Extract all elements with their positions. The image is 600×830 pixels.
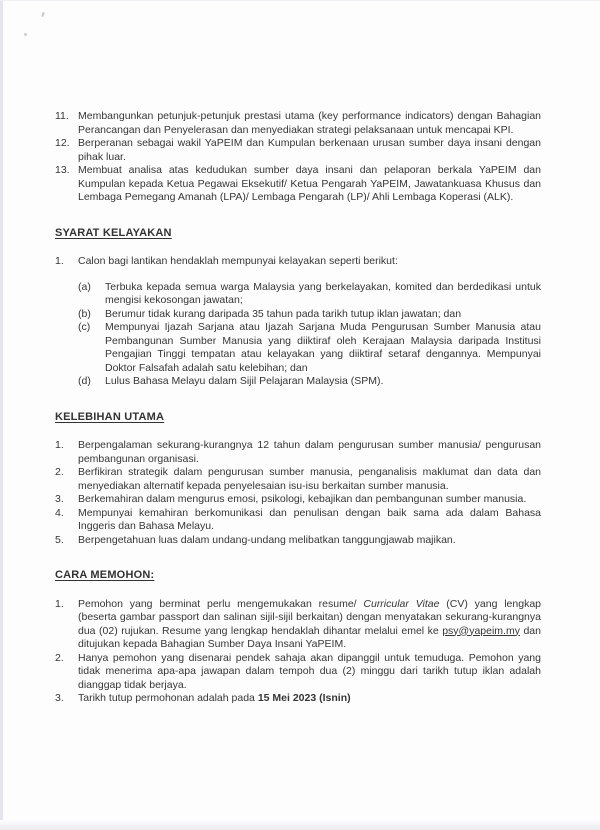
italic-text: Curricular Vitae [363,597,440,610]
paragraph [105,308,541,322]
list-item [55,466,541,493]
section-heading: SYARAT KELAYAKAN [55,226,172,239]
sub-list-item [78,375,541,389]
text-run: (CV) yang lengkap (beserta gambar passport dan salinan sijil-sijil berkaitan) dengan menyatakan sekurang-kurangnya dua (02) rujukan. Resume yang lengkap hendaklah dihantar melalui emel ke [78,597,541,637]
item-marker: 1. [55,255,64,267]
item-text [105,375,541,389]
item-marker: 2. [55,466,64,478]
eligibility-list [55,255,541,389]
paragraph [78,598,541,652]
item-marker: 4. [55,506,64,519]
item-marker: (c) [78,321,91,333]
paragraph [78,692,541,706]
paragraph [78,255,541,269]
item-text [78,534,541,548]
section-heading: KELEBIHAN UTAMA [55,410,165,423]
item-marker: (a) [78,280,91,293]
text-run: Membangunkan petunjuk-petunjuk prestasi utama (key performance indicators) dengan Bahagian Perancangan dan Penyelerasan dan menyediakan strategi pelaksanaan untuk mencapai KPI. [78,110,541,136]
sub-list-item [78,308,541,322]
item-marker: 11. [55,110,69,122]
item-text [78,466,541,493]
list-item [55,507,541,534]
item-marker: (d) [78,375,91,387]
item-text [105,281,541,308]
paragraph [78,507,541,534]
section-kelebihan-utama [55,411,541,548]
text-run: Membuat analisa atas kedudukan sumber daya insani dan pelaporan berkala YaPEIM dan Kumpulan kepada Ketua Pegawai Eksekutif/ Ketua Pengarah YaPEIM, Jawatankuasa Khusus dan Lembaga Pemegang Amanah (LPA)/ Lembaga Pengarah (LP)/ Ahli Lembaga Koperasi (ALK). [78,164,541,203]
item-marker: (b) [78,307,91,320]
item-text [78,255,541,389]
sub-list-item [78,321,541,375]
paragraph [78,439,541,466]
scan-artifact-dot [24,33,27,36]
list-item [55,110,541,137]
application-steps-list [55,598,541,706]
text-run: Berfikiran strategik dalam pengurusan sumber manusia, penganalisis maklumat dan data dan menyediakan alternatif kepada penyelesaian isu-isu berkaitan sumber manusia. [78,466,541,492]
item-text [78,439,541,466]
text-run: Lulus Bahasa Melayu dalam Sijil Pelajaran Malaysia (SPM). [105,375,384,387]
email-address: psy@yapeim.my [442,624,520,637]
text-run: Berperanan sebagai wakil YaPEIM dan Kumpulan berkenaan urusan sumber daya insani dengan pihak luar. [78,137,541,163]
list-item [55,692,541,706]
item-text [78,137,541,164]
sub-list-item [78,281,541,308]
paragraph [78,110,541,137]
list-item [55,439,541,466]
item-text [78,493,541,507]
section-syarat-kelayakan [55,227,541,389]
paragraph [105,375,541,389]
list-item [55,534,541,548]
item-marker: 1. [55,439,64,451]
paragraph [78,137,541,164]
item-marker: 5. [55,533,64,546]
text-run: Berumur tidak kurang daripada 35 tahun pada tarikh tutup iklan jawatan; dan [105,307,462,320]
paragraph [78,466,541,493]
item-marker: 12. [55,137,70,149]
responsibilities-list [55,110,541,205]
item-text [78,652,541,693]
section-cara-memohon [55,569,541,706]
item-marker: 3. [55,493,64,505]
list-item [55,137,541,164]
scan-artifact-mark [41,12,44,17]
text-run: Mempunyai kemahiran berkomunikasi dan penulisan dengan baik sama ada dalam Bahasa Inggeris dan Bahasa Melayu. [78,506,541,532]
text-run: Calon bagi lantikan hendaklah mempunyai kelayakan seperti berikut: [78,255,398,267]
section-heading: CARA MEMOHON: [55,569,155,581]
item-text [78,507,541,534]
item-text [78,598,541,652]
item-text [105,321,541,375]
item-text [78,164,541,205]
text-run: Berpengalaman sekurang-kurangnya 12 tahun dalam pengurusan sumber manusia/ pengurusan pembangunan organisasi. [78,439,541,465]
item-marker: 1. [55,597,64,610]
text-run: Tarikh tutup permohonan adalah pada [78,692,258,704]
text-run: dan ditujukan kepada Bahagian Sumber Daya Insani YaPEIM. [78,624,541,650]
item-marker: 2. [55,651,64,664]
text-run: Berpengetahuan luas dalam undang-undang melibatkan tanggungjawab majikan. [78,533,456,546]
list-item [55,652,541,693]
paragraph [78,534,541,548]
paragraph [105,321,541,375]
text-run: Pemohon yang berminat perlu mengemukakan resume/ [78,597,364,610]
text-run: Terbuka kepada semua warga Malaysia yang berkelayakan, komited dan berdedikasi untuk mengisi kekosongan jawatan; [105,280,541,306]
text-run: Mempunyai Ijazah Sarjana atau Ijazah Sarjana Muda Pengurusan Sumber Manusia atau Pembangunan Sumber Manusia yang diiktiraf oleh Kerajaan Malaysia daripada Institusi Pengajian Tinggi tempatan atau kelayakan yang diiktiraf setaraf dengannya. Mempunyai Doktor Falsafah adalah satu kelebihan; dan [105,321,541,374]
paragraph [105,281,541,308]
list-item [55,255,541,389]
text-run: Berkemahiran dalam mengurus emosi, psikologi, kebajikan dan pembangunan sumber manusia. [78,493,527,505]
paragraph [78,652,541,693]
text-run: Hanya pemohon yang disenarai pendek sahaja akan dipanggil untuk temuduga. Pemohon yang tidak menerima apa-apa jawapan dalam tempoh dua (2) minggu dari tarikh tutup iklan adalah dianggap tidak berjaya. [78,651,541,691]
paragraph [78,493,541,507]
list-item [55,164,541,205]
bold-text: 15 Mei 2023 (Isnin) [257,692,351,704]
item-text [78,110,541,137]
list-item [55,493,541,507]
item-text [105,308,541,322]
list-item [55,598,541,652]
sub-list [78,281,541,389]
item-text [78,692,541,706]
advantages-list [55,439,541,547]
paragraph [78,164,541,205]
item-marker: 3. [55,692,64,704]
item-marker: 13. [55,164,70,176]
